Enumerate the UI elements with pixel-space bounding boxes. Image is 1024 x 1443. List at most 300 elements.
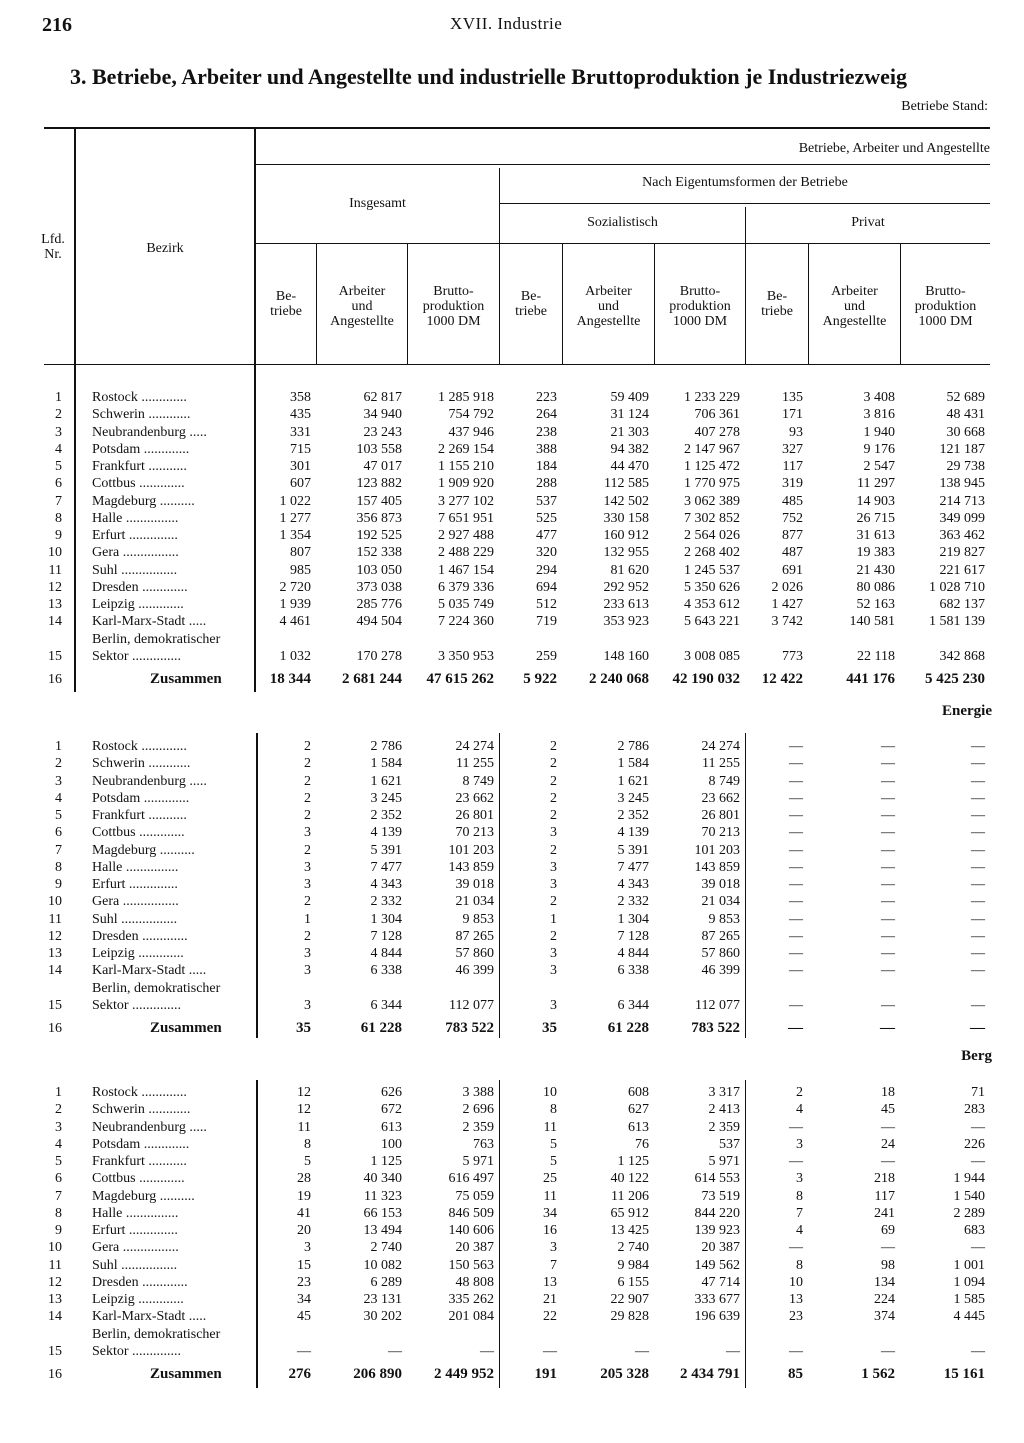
table-cell: — [881,877,895,892]
row-number: 4 [55,1136,62,1152]
header-privat: Privat [851,215,885,230]
table-cell: 607 [290,476,311,492]
table-cell: 143 859 [694,859,740,875]
table-cell: 1 094 [953,1274,985,1290]
header-brutto-line: Brutto- [925,284,966,299]
row-number: 3 [55,773,62,789]
table-cell: 26 715 [856,510,895,526]
district-name: Suhl ................ [92,562,178,578]
table-cell: — [971,1240,985,1256]
row-number: 12 [48,928,62,944]
table-cell: 682 137 [939,597,985,612]
table-cell: 73 519 [701,1188,740,1204]
table-cell: 1 125 472 [684,459,740,474]
table-cell: — [480,1343,494,1359]
header-sozialistisch: Sozialistisch [587,215,658,230]
table-cell: 157 405 [356,493,402,509]
row-number: 2 [55,1102,62,1118]
table-cell: 40 122 [610,1171,649,1187]
table-cell: 4 139 [370,825,402,841]
header-brutto [408,284,499,329]
section-label: Energie [942,703,992,719]
row-number: 11 [48,1257,62,1273]
table-cell: 57 860 [701,946,740,961]
row-number: 7 [55,493,62,509]
table-cell: 1 032 [279,648,311,664]
table-cell: 45 [881,1102,895,1118]
table-cell: 46 399 [455,963,494,979]
table-cell: 1 001 [953,1257,985,1273]
table-cell: 76 [635,1136,649,1152]
table-cell: 47 017 [363,459,402,474]
table-cell: 2 449 952 [434,1366,494,1382]
table-cell: 160 912 [603,528,649,543]
table-cell: 1 304 [370,911,402,927]
table-cell: 10 [543,1085,557,1100]
table-cell: 7 477 [617,859,649,875]
table-cell: — [789,825,803,841]
table-cell: 1 940 [863,424,895,440]
header-betriebe-line: Be- [520,289,542,304]
header-betriebe [746,289,808,319]
table-cell: — [543,1343,557,1359]
table-cell: 14 903 [856,493,895,509]
header-brutto-line: produktion [422,299,485,314]
table-cell: 319 [782,476,803,492]
table-cell: 221 617 [939,562,985,578]
table-cell: 4 844 [370,946,402,961]
table-cell: 75 059 [455,1188,494,1204]
table-cell: 2 352 [370,808,402,823]
header-brutto-line: Brutto- [679,284,721,299]
table-cell: 1 125 [617,1154,649,1169]
table-cell: 2 740 [617,1240,649,1256]
table-cell: 2 026 [771,579,803,595]
table-cell: 4 [796,1223,803,1238]
table-cell: 2 240 068 [589,671,649,687]
table-cell: — [971,808,985,823]
table-cell: 42 190 032 [672,671,740,687]
table-cell: — [971,1154,985,1169]
district-name: Erfurt .............. [92,1223,178,1238]
row-number: 4 [55,441,62,457]
table-cell: 143 859 [448,859,494,875]
table-cell: 3 [304,997,311,1013]
table-cell: — [789,756,803,772]
header-betriebe-line: triebe [761,304,793,319]
table-cell: 12 [297,1085,311,1100]
table-cell: 373 038 [356,579,402,595]
table-cell: 877 [782,528,803,543]
table-cell: 1 621 [370,773,402,789]
table-cell: 1 581 139 [929,614,985,630]
header-arbeiter-line: Angestellte [330,314,394,329]
table-cell: — [635,1343,649,1359]
table-cell: 21 034 [701,894,740,910]
district-name: Dresden ............. [92,928,188,944]
table-cell: 142 502 [603,493,649,509]
table-cell: — [789,1240,803,1256]
table-cell: 192 525 [356,528,402,543]
table-cell: 2 359 [462,1119,494,1135]
table-cell: — [971,739,985,754]
row-number: 2 [55,756,62,772]
table-cell: 7 302 852 [684,510,740,526]
table-cell: 98 [881,1257,895,1273]
district-name: Karl-Marx-Stadt ..... [92,963,207,979]
running-head: XVII. Industrie [450,14,563,33]
row-number: 6 [55,1171,62,1187]
district-name: Cottbus ............. [92,476,185,492]
table-cell: — [881,894,895,910]
table-cell: 5 391 [370,842,402,858]
table-cell: 6 344 [617,997,649,1013]
table-cell: 2 [550,756,557,772]
header-arbeiter-line: Angestellte [576,314,641,329]
table-cell: 103 558 [356,441,402,457]
table-cell: — [881,946,895,961]
header-arbeiter-line: und [598,299,619,314]
table-cell: 140 581 [849,614,895,630]
district-name: Suhl ................ [92,1257,178,1273]
table-cell: 3 [304,963,311,979]
district-name: Cottbus ............. [92,825,185,841]
table-cell: 301 [290,459,311,474]
table-cell: 170 278 [356,648,402,664]
table-cell: 81 620 [610,562,649,578]
table-cell: 985 [290,562,311,578]
table-cell: 226 [964,1136,985,1152]
table-cell: 238 [536,424,557,440]
table-cell: 3 [304,859,311,875]
row-number: 14 [48,1309,62,1325]
district-name: Gera ................ [92,894,179,910]
table-cell: 3 [550,859,557,875]
table-cell: 20 [297,1223,311,1238]
table-cell: 34 940 [363,407,402,423]
table-cell: 2 147 967 [684,441,740,457]
table-cell: 7 [796,1205,803,1221]
table-cell: 335 262 [448,1292,494,1307]
table-cell: — [297,1343,311,1359]
table-cell: 6 379 336 [438,579,494,595]
table-cell: — [971,877,985,892]
table-cell: 2 [304,756,311,772]
table-cell: 223 [536,390,557,405]
district-name-line: Berlin, demokratischer [92,1326,221,1342]
header-arbeiter [317,284,407,329]
header-brutto-line: 1000 DM [672,314,728,329]
table-cell: 441 176 [846,671,895,687]
header-brutto-line: 1000 DM [918,314,973,329]
table-cell: 23 662 [455,790,494,806]
table-cell: 5 [550,1154,557,1169]
table-cell: 94 382 [610,441,649,457]
table-cell: 80 086 [856,579,895,595]
table-cell: 21 303 [610,424,649,440]
district-name: Dresden ............. [92,1274,188,1290]
district-name: Leipzig ............. [92,946,184,961]
district-name-line: Berlin, demokratischer [92,980,221,996]
header-brutto-line: 1000 DM [426,314,481,329]
table-cell: 5 [550,1136,557,1152]
table-cell: 171 [782,407,803,423]
table-cell: — [881,928,895,944]
table-cell: 2 413 [708,1102,740,1118]
table-cell: 206 890 [353,1366,402,1382]
row-number: 5 [55,459,62,474]
table-cell: — [789,773,803,789]
table-cell: 3 277 102 [438,493,494,509]
table-cell: 264 [536,407,557,423]
table-cell: 2 [550,894,557,910]
district-name: Rostock ............. [92,1085,187,1100]
table-cell: 52 689 [946,390,985,405]
table-cell: 117 [874,1188,895,1204]
row-number: 2 [55,407,62,423]
table-cell: 783 522 [691,1020,740,1036]
table-cell: — [971,911,985,927]
table-cell: — [789,1119,803,1135]
header-bottom-rule [44,364,990,365]
district-name: Rostock ............. [92,739,187,754]
table-cell: — [971,790,985,806]
table-cell: 112 585 [604,476,649,492]
table-cell: — [971,842,985,858]
row-number: 7 [55,842,62,858]
header-arbeiter [809,284,900,329]
table-cell: 59 409 [610,390,649,405]
table-cell: 8 749 [708,773,740,789]
table-cell: 23 243 [363,424,402,440]
table-cell: 2 434 791 [680,1366,740,1382]
table-cell: 2 [550,790,557,806]
table-cell: — [881,1154,895,1169]
table-cell: — [881,739,895,754]
table-cell: 224 [874,1292,895,1307]
table-cell: 773 [782,648,803,664]
table-cell: 2 488 229 [438,545,494,561]
table-cell: 763 [473,1136,494,1152]
table-cell: 1 909 920 [438,476,494,492]
table-cell: 4 353 612 [684,597,740,612]
table-cell: 24 [881,1136,895,1152]
table-cell: 134 [874,1274,895,1290]
table-cell: 435 [290,407,311,423]
table-cell: 28 [297,1171,311,1187]
row-number: 8 [55,510,62,526]
header-arbeiter-line: Angestellte [822,314,887,329]
table-cell: 2 564 026 [684,528,740,543]
table-cell: 11 255 [702,756,740,772]
header-group: Betriebe, Arbeiter und Angestellte [798,141,990,156]
table-cell: — [789,842,803,858]
table-cell: 87 265 [701,928,740,944]
row-number: 9 [55,877,62,892]
row-number: 1 [55,1085,62,1100]
row-number: 13 [48,597,62,612]
district-name: Rostock ............. [92,390,187,405]
table-cell: 152 338 [356,545,402,561]
district-name-line: Berlin, demokratischer [92,631,221,647]
table-cell: 3 [304,946,311,961]
table-cell: 8 [796,1257,803,1273]
table-cell: 70 213 [455,825,494,841]
table-cell: 7 [550,1257,557,1273]
table-cell: — [881,1119,895,1135]
table-cell: — [971,1119,985,1135]
table-cell: 2 786 [370,739,402,754]
table-cell: 3 245 [370,790,402,806]
table-cell: 2 352 [617,808,649,823]
table-cell: 614 553 [694,1171,740,1187]
table-cell: 2 289 [953,1205,985,1221]
row-number: 1 [55,390,62,405]
table-cell: 9 853 [708,911,740,927]
table-cell: 21 034 [455,894,494,910]
table-cell: 1 245 537 [684,562,740,578]
table-cell: 39 018 [455,877,494,892]
table-cell: — [789,997,803,1013]
sub-rule [255,243,990,244]
col-rule [499,168,500,364]
table-cell: 184 [536,459,557,474]
table-cell: 3 [796,1171,803,1187]
district-name: Gera ................ [92,1240,179,1256]
table-cell: 333 677 [694,1292,740,1307]
table-cell: 2 [550,928,557,944]
table-cell: 1 277 [279,510,311,526]
table-cell: 241 [874,1205,895,1221]
table-cell: 65 912 [610,1205,649,1221]
table-cell: — [971,773,985,789]
district-name: Karl-Marx-Stadt ..... [92,1309,207,1325]
row-number: 15 [48,648,62,664]
table-cell: 5 391 [617,842,649,858]
district-name: Magdeburg .......... [92,493,195,509]
table-cell: 6 155 [617,1274,649,1290]
table-cell: — [789,1343,803,1359]
header-brutto-line: Brutto- [433,284,474,299]
table-cell: 29 828 [610,1309,649,1325]
table-cell: 6 289 [370,1274,402,1290]
table-cell: 93 [789,424,803,440]
table-cell: 754 792 [448,407,494,423]
table-cell: 4 139 [617,825,649,841]
row-number: 12 [48,579,62,595]
table-cell: 1 022 [279,493,311,509]
table-cell: 24 274 [701,739,740,754]
table-cell: 20 387 [455,1240,494,1256]
header-eigentumsformen: Nach Eigentumsformen der Betriebe [642,175,848,190]
table-cell: 330 158 [603,510,649,526]
table-cell: 259 [536,648,557,664]
table-cell: 13 494 [363,1223,402,1238]
district-name: Suhl ................ [92,911,178,927]
table-cell: 11 [543,1119,557,1135]
table-cell: 71 [971,1085,985,1100]
table-cell: — [789,1154,803,1169]
table-cell: 23 662 [701,790,740,806]
table-cell: 3 [550,997,557,1013]
table-cell: 31 124 [610,407,649,423]
district-name: Potsdam ............. [92,1136,190,1152]
table-cell: 26 801 [455,808,494,823]
table-cell: 41 [297,1205,311,1221]
table-cell: 537 [719,1136,740,1152]
table-cell: — [971,946,985,961]
table-cell: 6 338 [370,963,402,979]
table-cell: 374 [874,1309,895,1325]
table-cell: 135 [782,390,803,405]
table-cell: 7 224 360 [438,614,494,630]
table-cell: 139 923 [694,1223,740,1238]
district-name: Schwerin ............ [92,407,191,423]
table-cell: 70 213 [701,825,740,841]
row-number: 9 [55,1223,62,1238]
table-cell: 48 431 [946,407,985,423]
table-cell: 4 844 [617,946,649,961]
table-cell: 752 [782,510,803,526]
table-cell: 2 547 [863,459,895,474]
header-betriebe-line: Be- [766,289,788,304]
header-bezirk: Bezirk [146,241,184,256]
table-cell: 150 563 [448,1257,494,1273]
table-cell: 19 383 [856,545,895,561]
table-cell: — [971,997,985,1013]
table-cell: — [880,1020,895,1036]
table-cell: 149 562 [694,1257,740,1273]
table-cell: — [971,825,985,841]
district-name: Halle ............... [92,510,179,526]
table-cell: 15 161 [943,1366,985,1382]
table-cell: 2 [796,1085,803,1100]
header-betriebe [256,289,316,319]
district-name: Schwerin ............ [92,1102,191,1118]
table-cell: 148 160 [603,648,649,664]
table-cell: 3 062 389 [684,493,740,509]
table-cell: 719 [536,614,557,630]
table-cell: 85 [788,1366,803,1382]
table-cell: 1 939 [279,597,311,612]
district-name: Potsdam ............. [92,790,190,806]
table-cell: 35 [296,1020,311,1036]
table-cell: 11 [297,1119,311,1135]
table-cell: 1 621 [617,773,649,789]
table-cell: 3 [550,1240,557,1256]
district-name: Sektor .............. [92,1343,182,1359]
table-cell: 2 [304,790,311,806]
table-cell: — [881,997,895,1013]
table-cell: 276 [288,1366,311,1382]
table-cell: 117 [782,459,803,474]
table-cell: 2 268 402 [684,545,740,561]
table-cell: 19 [297,1188,311,1204]
table-cell: 112 077 [449,997,494,1013]
table-cell: — [789,946,803,961]
district-name: Neubrandenburg ..... [92,773,207,789]
table-cell: 11 323 [364,1188,402,1204]
table-cell: 12 422 [761,671,803,687]
header-arbeiter-line: Arbeiter [338,284,386,299]
col-rule-private [745,1080,746,1388]
table-cell: 5 643 221 [684,614,740,630]
row-number: 10 [48,894,62,910]
table-cell: 2 [304,842,311,858]
district-name: Erfurt .............. [92,528,178,543]
header-betriebe-line: triebe [515,304,547,319]
table-cell: 3 [550,946,557,961]
